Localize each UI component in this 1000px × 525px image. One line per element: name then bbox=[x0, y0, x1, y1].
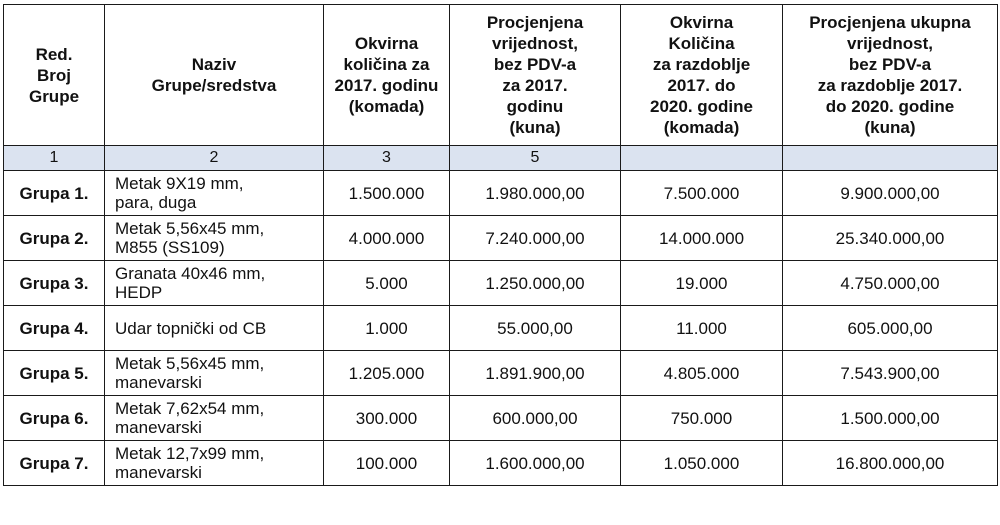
qty-total-cell: 14.000.000 bbox=[621, 216, 783, 261]
table-row bbox=[4, 261, 998, 306]
value-total-cell: 1.500.000,00 bbox=[783, 396, 998, 441]
value-total-cell: 25.340.000,00 bbox=[783, 216, 998, 261]
value-total-cell: 16.800.000,00 bbox=[783, 441, 998, 486]
header-qty-2017: Okvirna količina za 2017. godinu (komada) bbox=[324, 5, 450, 146]
column-number: 3 bbox=[324, 146, 450, 171]
value-2017-cell: 1.600.000,00 bbox=[450, 441, 621, 486]
value-total-cell: 4.750.000,00 bbox=[783, 261, 998, 306]
table-row bbox=[4, 351, 998, 396]
qty-2017-cell: 1.205.000 bbox=[324, 351, 450, 396]
qty-2017-cell: 5.000 bbox=[324, 261, 450, 306]
value-total-cell: 9.900.000,00 bbox=[783, 171, 998, 216]
qty-total-cell: 750.000 bbox=[621, 396, 783, 441]
qty-2017-cell: 1.000 bbox=[324, 306, 450, 351]
group-cell: Grupa 2. bbox=[4, 216, 105, 261]
header-group-number: Red. Broj Grupe bbox=[4, 5, 105, 146]
value-2017-cell: 1.250.000,00 bbox=[450, 261, 621, 306]
header-row bbox=[4, 5, 998, 146]
group-cell: Grupa 5. bbox=[4, 351, 105, 396]
column-number bbox=[783, 146, 998, 171]
table-row bbox=[4, 306, 998, 351]
table-row bbox=[4, 441, 998, 486]
qty-total-cell: 4.805.000 bbox=[621, 351, 783, 396]
group-cell: Grupa 7. bbox=[4, 441, 105, 486]
name-cell: Metak 7,62x54 mm, manevarski bbox=[105, 396, 324, 441]
value-2017-cell: 1.891.900,00 bbox=[450, 351, 621, 396]
qty-total-cell: 7.500.000 bbox=[621, 171, 783, 216]
value-2017-cell: 7.240.000,00 bbox=[450, 216, 621, 261]
name-cell: Metak 5,56x45 mm, manevarski bbox=[105, 351, 324, 396]
qty-2017-cell: 300.000 bbox=[324, 396, 450, 441]
column-number: 2 bbox=[105, 146, 324, 171]
column-number: 5 bbox=[450, 146, 621, 171]
value-2017-cell: 600.000,00 bbox=[450, 396, 621, 441]
group-cell: Grupa 6. bbox=[4, 396, 105, 441]
column-number bbox=[621, 146, 783, 171]
value-total-cell: 605.000,00 bbox=[783, 306, 998, 351]
qty-total-cell: 19.000 bbox=[621, 261, 783, 306]
header-qty-total: Okvirna Količina za razdoblje 2017. do 2020. godine (komada) bbox=[621, 5, 783, 146]
table-row bbox=[4, 171, 998, 216]
header-value-2017: Procjenjena vrijednost, bez PDV-a za 2017. godinu (kuna) bbox=[450, 5, 621, 146]
procurement-table bbox=[3, 4, 998, 486]
table-row bbox=[4, 396, 998, 441]
qty-2017-cell: 4.000.000 bbox=[324, 216, 450, 261]
group-cell: Grupa 4. bbox=[4, 306, 105, 351]
column-number: 1 bbox=[4, 146, 105, 171]
name-cell: Metak 9X19 mm, para, duga bbox=[105, 171, 324, 216]
table-row bbox=[4, 216, 998, 261]
value-2017-cell: 1.980.000,00 bbox=[450, 171, 621, 216]
group-cell: Grupa 1. bbox=[4, 171, 105, 216]
name-cell: Granata 40x46 mm, HEDP bbox=[105, 261, 324, 306]
group-cell: Grupa 3. bbox=[4, 261, 105, 306]
header-value-total: Procjenjena ukupna vrijednost, bez PDV-a za razdoblje 2017. do 2020. godine (kuna) bbox=[783, 5, 998, 146]
name-cell: Metak 12,7x99 mm, manevarski bbox=[105, 441, 324, 486]
name-cell: Udar topnički od CB bbox=[105, 306, 324, 351]
header-group-name: Naziv Grupe/sredstva bbox=[105, 5, 324, 146]
value-2017-cell: 55.000,00 bbox=[450, 306, 621, 351]
qty-total-cell: 1.050.000 bbox=[621, 441, 783, 486]
qty-2017-cell: 1.500.000 bbox=[324, 171, 450, 216]
column-number-row bbox=[4, 146, 998, 171]
name-cell: Metak 5,56x45 mm, M855 (SS109) bbox=[105, 216, 324, 261]
qty-total-cell: 11.000 bbox=[621, 306, 783, 351]
value-total-cell: 7.543.900,00 bbox=[783, 351, 998, 396]
qty-2017-cell: 100.000 bbox=[324, 441, 450, 486]
